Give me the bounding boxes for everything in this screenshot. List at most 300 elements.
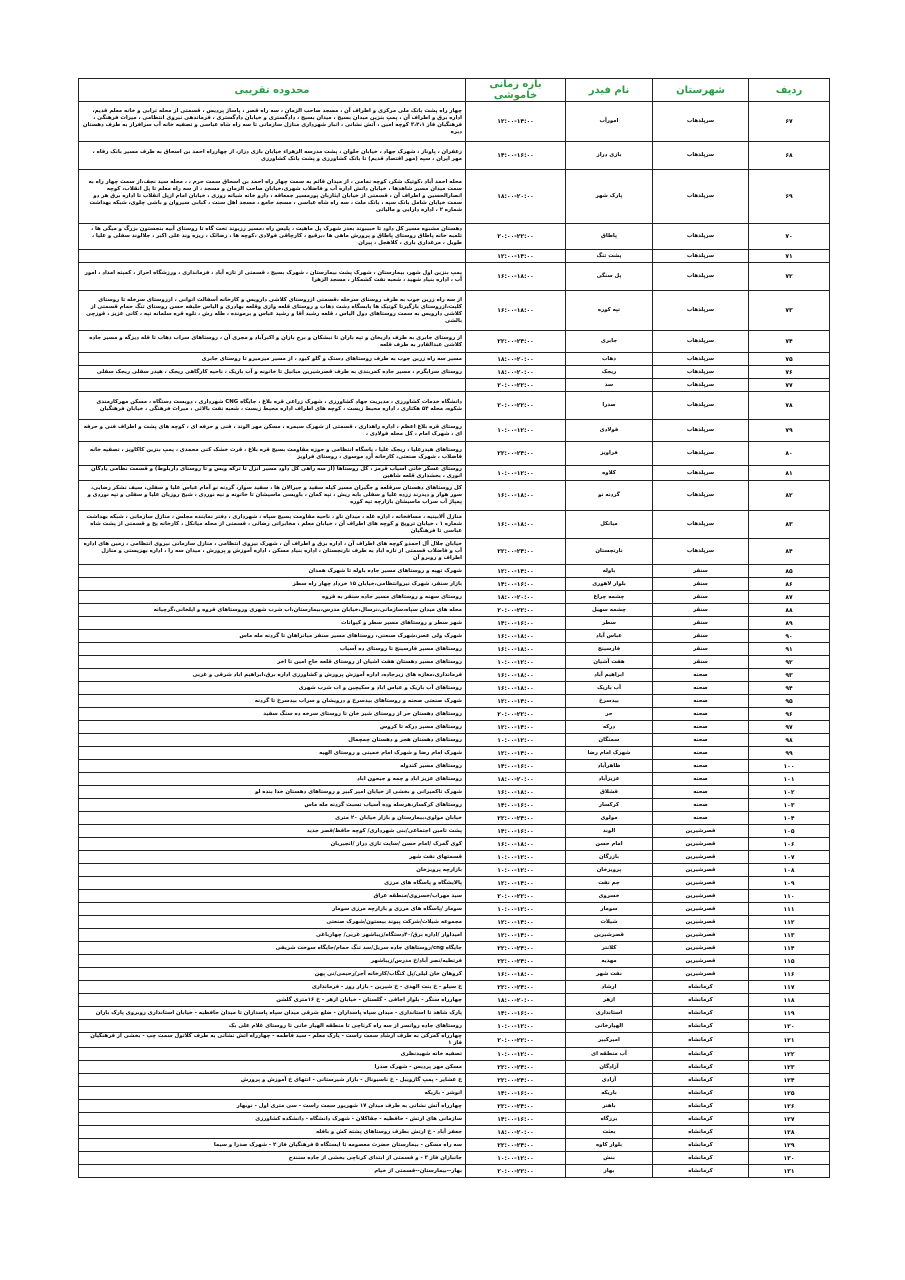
feeder-cell: شهرک امام رضا (566, 747, 653, 760)
row-number: ۷۸ (749, 392, 830, 420)
outage-table (78, 78, 830, 1178)
table-row (79, 250, 830, 263)
area-cell: پارک شاهد تا استانداری - میدان سپاه پاسداران - ضلع شرقی میدان سپاه پاسداران تا میدان حافظیه - خیابان استانداری روبروی پارک باران (79, 1007, 466, 1020)
area-cell: پمپ بنزین اول شهر، بیمارستان ، شهرک پشت بیمارستان ، شهرک بسیج ، قسمتی از تازه آباد ، فرمانداری ، ورزشگاه احراز ، کمیته امداد ، امور آب ، اداره بنیاد شهید ، شعبه نفت کشمکار ، مسجد الزهرا (79, 263, 466, 291)
outage-time-cell: ۲۰:۰۰-۲۲:۰۰ (466, 392, 566, 420)
area-cell: شهرک صنعتی صحنه و روستاهای بیدسرخ و درویشان و سراب بیدسرخ تا گردنه (79, 695, 466, 708)
city-cell: قصرشیرین (653, 942, 749, 955)
outage-time-cell: ۱۴:۰۰-۱۶:۰۰ (466, 578, 566, 591)
city-cell: قصرشیرین (653, 929, 749, 942)
table-row (79, 773, 830, 786)
city-cell: کرمانشاه (653, 1048, 749, 1061)
area-cell: انوشر - بازیکه (79, 1087, 466, 1100)
row-number: ۱۰۳ (749, 799, 830, 812)
area-cell: شهرک تاکمیرانی و بخشی از خیابان امیر کبیر و روستاهای دهستان خدا بنده لو (79, 786, 466, 799)
city-cell: سنقر (653, 656, 749, 669)
table-row (79, 511, 830, 539)
table-row (79, 1061, 830, 1074)
row-number: ۹۶ (749, 708, 830, 721)
area-cell: بازار سنقر، شهرک نیروانتظامی،خیابان ۱۵ خرداد چهار راه سطر (79, 578, 466, 591)
outage-time-cell: ۱۸:۰۰-۲۰:۰۰ (466, 1126, 566, 1139)
row-number: ۸۸ (749, 604, 830, 617)
table-row (79, 838, 830, 851)
area-cell: بازارچه پرویزخان (79, 864, 466, 877)
area-cell: روستاهای دهستان حر از روستای شیر خان تا روستای سرخه ده سنگ سفید (79, 708, 466, 721)
table-row (79, 1007, 830, 1020)
row-number: ۱۲۴ (749, 1074, 830, 1087)
city-cell: سرپلذهاب (653, 466, 749, 481)
outage-time-cell: ۱۲:۰۰-۱۴:۰۰ (466, 565, 566, 578)
feeder-cell: نفت شهر (566, 968, 653, 981)
area-cell (79, 379, 466, 392)
city-cell: کرمانشاه (653, 1087, 749, 1100)
row-number: ۱۰۹ (749, 877, 830, 890)
area-cell: جعفر آباد - خ ارتش بطرف روستاهای پشته کش و بافله (79, 1126, 466, 1139)
row-number: ۹۷ (749, 721, 830, 734)
area-cell: پالایشگاه و پاسگاه های مرزی (79, 877, 466, 890)
outage-time-cell: ۱۶:۰۰-۱۸:۰۰ (466, 481, 566, 511)
city-cell: سرپلذهاب (653, 511, 749, 539)
row-number: ۹۸ (749, 734, 830, 747)
row-number: ۱۱۳ (749, 929, 830, 942)
row-number: ۱۱۹ (749, 1007, 830, 1020)
table-row (79, 890, 830, 903)
table-row (79, 102, 830, 142)
header-row (79, 79, 830, 102)
row-number: ۱۰۶ (749, 838, 830, 851)
feeder-cell: بنش (566, 1152, 653, 1165)
table-row (79, 1048, 830, 1061)
table-row (79, 708, 830, 721)
city-cell: قصرشیرین (653, 955, 749, 968)
table-row (79, 1020, 830, 1033)
row-number: ۹۵ (749, 695, 830, 708)
city-cell: صحنه (653, 760, 749, 773)
outage-time-cell: ۱۸:۰۰-۲۰:۰۰ (466, 170, 566, 224)
area-cell: روستاهای مسیر دهستان هفت اشیان از روستای قلعه حاج امین تا اخر (79, 656, 466, 669)
area-cell (79, 250, 466, 263)
city-cell: کرمانشاه (653, 1074, 749, 1087)
feeder-cell: فولادی (566, 420, 653, 442)
feeder-cell: درکه (566, 721, 653, 734)
city-cell: صحنه (653, 695, 749, 708)
outage-time-cell: ۱۰:۰۰-۱۲:۰۰ (466, 420, 566, 442)
feeder-cell: صدرا (566, 392, 653, 420)
row-number: ۱۲۳ (749, 1061, 830, 1074)
feeder-cell: امورآب (566, 102, 653, 142)
outage-time-cell: ۱۶:۰۰-۱۸:۰۰ (466, 838, 566, 851)
city-cell: قصرشیرین (653, 864, 749, 877)
city-cell: سرپلذهاب (653, 250, 749, 263)
table-row (79, 617, 830, 630)
outage-time-cell: ۱۴:۰۰-۱۶:۰۰ (466, 1113, 566, 1126)
outage-time-cell: ۲۲:۰۰-۲۴:۰۰ (466, 1061, 566, 1074)
city-cell: صحنه (653, 682, 749, 695)
row-number: ۸۰ (749, 442, 830, 466)
feeder-cell: باوله (566, 565, 653, 578)
outage-time-cell: ۱۰:۰۰-۱۲:۰۰ (466, 1048, 566, 1061)
table-row (79, 864, 830, 877)
feeder-cell: استانداری (566, 1007, 653, 1020)
table-row (79, 1100, 830, 1113)
outage-time-cell: ۲۰:۰۰-۲۲:۰۰ (466, 890, 566, 903)
outage-time-cell: ۲۲:۰۰-۲۴:۰۰ (466, 442, 566, 466)
feeder-cell: چشمه سهیل (566, 604, 653, 617)
city-cell: کرمانشاه (653, 1152, 749, 1165)
header-num: ردیف (749, 79, 830, 102)
table-row (79, 630, 830, 643)
row-number: ۱۰۲ (749, 786, 830, 799)
outage-time-cell: ۱۰:۰۰-۱۲:۰۰ (466, 903, 566, 916)
area-cell: قسمتهای نفت شهر (79, 851, 466, 864)
area-cell: خ عشایر - پمپ گازوییل - خ ناسیونال - بازار شیرستانی - انتهای خ آموزش و پرورش (79, 1074, 466, 1087)
row-number: ۸۲ (749, 481, 830, 511)
outage-time-cell: ۱۰:۰۰-۱۲:۰۰ (466, 1020, 566, 1033)
table-row (79, 812, 830, 825)
outage-time-cell: ۱۴:۰۰-۱۶:۰۰ (466, 617, 566, 630)
table-row (79, 1087, 830, 1100)
city-cell: کرمانشاه (653, 1100, 749, 1113)
feeder-cell: پاطاق (566, 224, 653, 250)
row-number: ۶۸ (749, 142, 830, 170)
area-cell: چهارراه سنگر - بلوار اجاقی - گلستان - خیابان ازهر - خ ۱۶متری گلشن (79, 994, 466, 1007)
city-cell: صحنه (653, 708, 749, 721)
outage-time-cell: ۲۲:۰۰-۲۴:۰۰ (466, 942, 566, 955)
city-cell: صحنه (653, 669, 749, 682)
outage-time-cell: ۱۶:۰۰-۱۸:۰۰ (466, 968, 566, 981)
area-cell: روستاهای مسیر فارسینج تا روستای ده آسیاب (79, 643, 466, 656)
table-row (79, 420, 830, 442)
row-number: ۶۷ (749, 102, 830, 142)
area-cell: منازل آلابیتیه ، مسافخانه ، اداره غله ، میدان ناو ، ناحیه مقاومت بسیج سپاه ، شهرداری ، دفتر نماینده مجلس ، منازل سازمانی ، شبکه بهداشت شماره ۱ ، خیابان ترویج و کوچه های اطراف آن ، خیابان معلم ، مخابراتی رضائی ، قسمتی از محله میانکل ، کارخانه یخ و قسمتی از پشت شاه عباسی تا فرهنگیان (79, 511, 466, 539)
city-cell: صحنه (653, 773, 749, 786)
outage-time-cell: ۱۲:۰۰-۱۴:۰۰ (466, 250, 566, 263)
table-row (79, 799, 830, 812)
area-cell: روستاهای مسیر درکه تا کروس (79, 721, 466, 734)
city-cell: کرمانشاه (653, 1139, 749, 1152)
area-cell: خیابان مولوی،بیمارستان و بازار خیابان ۲۰ متری (79, 812, 466, 825)
city-cell: کرمانشاه (653, 1061, 749, 1074)
feeder-cell: مهدیه (566, 955, 653, 968)
area-cell: چهارراه گمرکی به طرف ارشاد سمت راست - پارک معلم - سید فاطمه - چهارراه آتش نشانی به طرف کلاتول سمت چپ - بخشی از فرهنگیان فاز ۱ (79, 1033, 466, 1048)
area-cell: مجموعه شیلات/شرکت پیوند بیستون/شهرک صنعتی (79, 916, 466, 929)
city-cell: کرمانشاه (653, 1020, 749, 1033)
area-cell: کروهان خان لیلی/پل کنگاب/کارخانه آجر/رحیمی/نی پهن (79, 968, 466, 981)
area-cell: روستاهای مسیر کندوله (79, 760, 466, 773)
feeder-cell: سومار (566, 903, 653, 916)
feeder-cell: آزادگان (566, 1061, 653, 1074)
feeder-cell: بلوار لاهوری (566, 578, 653, 591)
outage-time-cell: ۲۲:۰۰-۲۴:۰۰ (466, 955, 566, 968)
area-cell: روستاهای هیدرعلیا ، ریجک علیا ، پاسگاه انتظامی و حوزه مقاومت بسیج قره بلاغ ، قرت خشک کنی محمدی ، پمپ بنزین کاکاویز ، تصفیه خانه فاضلاب ، شهرک صنعتی، کارخانه آرد موسوی ، روستای فراویز (79, 442, 466, 466)
feeder-cell: هفت آشیان (566, 656, 653, 669)
city-cell: سرپلذهاب (653, 366, 749, 379)
feeder-cell: عزیزآباد (566, 773, 653, 786)
feeder-cell: چشمه چراغ (566, 591, 653, 604)
table-row (79, 379, 830, 392)
city-cell: کرمانشاه (653, 1007, 749, 1020)
row-number: ۹۱ (749, 643, 830, 656)
city-cell: سنقر (653, 604, 749, 617)
feeder-cell: بازرگان (566, 851, 653, 864)
area-cell: روستای سرابگرم ، مسیر جاده کمربندی به طرف قصرشیرین مبانیل تا خانونه و آب باریک ، ناحیه کارگاهی ریجک ، هیدر سفلی ریجک سفلی (79, 366, 466, 379)
area-cell: سه راه مسکن - بیمارستان حضرت معصومه تا ایستگاه ۵ فرهنگیان فاز ۲ - شهرک صدرا و سیما (79, 1139, 466, 1152)
outage-time-cell: ۱۸:۰۰-۲۰:۰۰ (466, 366, 566, 379)
outage-time-cell: ۲۲:۰۰-۲۴:۰۰ (466, 331, 566, 353)
table-row (79, 291, 830, 331)
feeder-cell: فراویز (566, 442, 653, 466)
feeder-cell: ریجک (566, 366, 653, 379)
table-row (79, 734, 830, 747)
outage-time-cell: ۱۴:۰۰-۱۶:۰۰ (466, 1087, 566, 1100)
table-row (79, 682, 830, 695)
table-row (79, 1033, 830, 1048)
outage-time-cell: ۲۲:۰۰-۲۴:۰۰ (466, 539, 566, 565)
row-number: ۱۲۸ (749, 1126, 830, 1139)
city-cell: سرپلذهاب (653, 392, 749, 420)
area-cell: مسیر سه راه زرین جوب به طرف روستاهای دستک و گلو کبود ، از مسیر میرمیرو تا روستای جابری (79, 353, 466, 366)
row-number: ۱۳۱ (749, 1165, 830, 1178)
city-cell: صحنه (653, 812, 749, 825)
row-number: ۱۳۰ (749, 1152, 830, 1165)
schedule-sheet (78, 78, 829, 1178)
table-row (79, 591, 830, 604)
outage-time-cell: ۱۸:۰۰-۲۰:۰۰ (466, 353, 566, 366)
feeder-cell: جم نفت (566, 877, 653, 890)
outage-time-cell: ۱۰:۰۰-۱۲:۰۰ (466, 734, 566, 747)
area-cell: جایگاه cng/روستاهای جاده سریل/سد تنگ حمام/جایگاه سوخت شریفی (79, 942, 466, 955)
area-cell: دهستان مشبوه مسیر کل داود تا حبیبوند بعدز شهرک پل ماهیت ، پلیس راه ،مسیر رزبوند تخت گاه تا روستای آبیه بنجستون بزرگ و میگی ها ، تلمبه خانه پاطاق روستای پاطاق و پرورش ماهی ها ،برقیع ، کارچاقی فولادی ،کوچه ها ، زضائک ، ریزه وند علی اکبر ، جلالوند سفلی و علیا ، طویل ، مرغداری باری ، کلاهجل ، پیران (79, 224, 466, 250)
row-number: ۱۲۰ (749, 1020, 830, 1033)
feeder-cell: پرویزخان (566, 864, 653, 877)
area-cell: روستای عسکر خانی آسیاب قرمز ، کل روستاها (از سه راهی کل داود مسیر انزل تا ترکه ویس و تا روستای داربلوط) و قسمت نظامی یادگان انوری ، بخشداری قلعه شاهین (79, 466, 466, 481)
row-number: ۱۲۶ (749, 1100, 830, 1113)
area-cell: پشت تامین اجتماعی/بنی شهرداری/ کوچه حافظ/قصر جدید (79, 825, 466, 838)
row-number: ۹۴ (749, 682, 830, 695)
row-number: ۷۹ (749, 420, 830, 442)
area-cell: زعفران ، پاوناز ، شهرک جهاد ، خیابان حلوان ، پشت مدرسه الزهراء خیابان بازی دراز، از چهارراه احمد بن اسحاق به طرف مسیر بانک رفاه ، مهر ایران ، سپه (مهر اقتصاد قدیم) تا بانک کشاورزی و پشت بانک کشاورزی (79, 142, 466, 170)
area-cell: خیابان جلال آل احمدو کوچه های اطراف آن ، اداره برق و اطراف آن ، شهرک نیروی انتظامی ، منازل سازمانی نیروی انتظامی ، زمین های اداره آب و فاضلاب قسمتی از تازه اباد به طرف نارنجستان ، اداره بنیاد مسکن ، اداره آموزش و پرورش ، میدان سه را ، اداره بهزیستی و منازل اطراف و روبرو آن (79, 539, 466, 565)
area-cell: محله های میدان سپاه،سازمانی،نرسال،خیابان مدرس،بیمارستان،اب شرب شهری وروستاهای قروه و ایلخانی،گرچیانه (79, 604, 466, 617)
feeder-cell: باهنر (566, 1100, 653, 1113)
table-body (79, 102, 830, 1178)
outage-time-cell: ۱۶:۰۰-۱۸:۰۰ (466, 511, 566, 539)
city-cell: سرپلذهاب (653, 331, 749, 353)
table-row (79, 1074, 830, 1087)
city-cell: کرمانشاه (653, 981, 749, 994)
feeder-cell: قشلاق (566, 786, 653, 799)
row-number: ۱۱۴ (749, 942, 830, 955)
row-number: ۷۶ (749, 366, 830, 379)
feeder-cell: بعثت (566, 1126, 653, 1139)
area-cell: روستاهای عزیز اباد و چمه و جیحون اباد (79, 773, 466, 786)
row-number: ۱۱۵ (749, 955, 830, 968)
outage-time-cell: ۱۸:۰۰-۲۰:۰۰ (466, 773, 566, 786)
city-cell: سرپلذهاب (653, 263, 749, 291)
feeder-cell: امام حسن (566, 838, 653, 851)
feeder-cell: بیدسرخ (566, 695, 653, 708)
header-time: بازه زمانی خاموشی (466, 79, 566, 102)
table-row (79, 392, 830, 420)
area-cell: روستاهای کرکسار،هرسله وده آسیاب تسبت گردنه مله ماس (79, 799, 466, 812)
table-row (79, 929, 830, 942)
table-row (79, 721, 830, 734)
row-number: ۱۲۷ (749, 1113, 830, 1126)
table-row (79, 942, 830, 955)
table-row (79, 1126, 830, 1139)
city-cell: صحنه (653, 734, 749, 747)
row-number: ۱۰۴ (749, 812, 830, 825)
outage-time-cell: ۱۲:۰۰-۱۴:۰۰ (466, 929, 566, 942)
area-cell: تصفیه خانه شهیدنظری (79, 1048, 466, 1061)
area-cell: محله احمد آباد ،کوتیک شکر، کوچه نمامی ، از میدان قائم به سمت چهار راه احمد بن اسحاق سمت حرم ، ، محله سید نجف،از سمت چهار راه به سمت میدان مسیر شاهدها ، خیابان دانش اداره آب و فاضلاب شهری،خیابان صاحب الزمان و مسجد ، از سه راه معلم تا پل انقلاب، کوچه انصارالحسین و اطراف آن ، قسمتی از خیابان ایثاربان پورمسیر جمعاقه ، دارو خانه شبانه روزی ، خیابان امام ازپل انقلاب تا اداره برق هر دو سمت خیابان شامل بانک سپه ، بانک ملت ، سه راه شاه عباسی ، مسجد جامع ، مسجد اهل سنت ، کبابی سیروان و باشی چلوی، شبکه بهداشت شماره ۲ ، اداره دارایی و مالیاتی (79, 170, 466, 224)
table-row (79, 466, 830, 481)
row-number: ۷۱ (749, 250, 830, 263)
table-row (79, 1113, 830, 1126)
row-number: ۱۰۰ (749, 760, 830, 773)
outage-time-cell: ۱۴:۰۰-۱۶:۰۰ (466, 799, 566, 812)
city-cell: سنقر (653, 578, 749, 591)
area-cell: مسکن مهر پردیس - شهرک صدرا (79, 1061, 466, 1074)
outage-time-cell: ۱۲:۰۰-۱۴:۰۰ (466, 916, 566, 929)
city-cell: قصرشیرین (653, 877, 749, 890)
feeder-cell: ابراهیم آباد (566, 669, 653, 682)
city-cell: سرپلذهاب (653, 379, 749, 392)
outage-time-cell: ۱۰:۰۰-۱۲:۰۰ (466, 466, 566, 481)
city-cell: کرمانشاه (653, 994, 749, 1007)
area-cell: خ سیلو - خ بنت الهدی - خ شیرین - بازار روز - فرمانداری (79, 981, 466, 994)
area-cell: روستای سهنه و روستاهای مسیر جاده سنقر به قروه (79, 591, 466, 604)
feeder-cell: بهار (566, 1165, 653, 1178)
outage-time-cell: ۱۰:۰۰-۱۲:۰۰ (466, 1152, 566, 1165)
outage-time-cell: ۱۰:۰۰-۱۲:۰۰ (466, 864, 566, 877)
outage-time-cell: ۱۰:۰۰-۱۲:۰۰ (466, 656, 566, 669)
feeder-cell: پشت تنگ (566, 250, 653, 263)
outage-time-cell: ۲۰:۰۰-۲۲:۰۰ (466, 604, 566, 617)
outage-time-cell: ۱۰:۰۰-۱۲:۰۰ (466, 851, 566, 864)
area-cell: سید مهراب/خسروی/منطقه عراق (79, 890, 466, 903)
area-cell: فرمانداری،مغازه های زیرجاده، اداره آموزش پرورش و کشاورزی اداره برق،ابراهیم اباد شرقی و غربی (79, 669, 466, 682)
table-row (79, 747, 830, 760)
row-number: ۱۱۶ (749, 968, 830, 981)
area-cell: فرتطیه/نصر آباد/خ مدرس/زیباشهر (79, 955, 466, 968)
table-row (79, 1152, 830, 1165)
city-cell: صحنه (653, 747, 749, 760)
row-number: ۱۱۱ (749, 903, 830, 916)
outage-time-cell: ۱۶:۰۰-۱۸:۰۰ (466, 669, 566, 682)
area-cell: کل روستاهای دهستان سرقلعه و جگیران مسیر کیله سفید و جیرالان ها ، سفید سوار، گردنه نو آمام عباس علیا و سفلی، سیف نشکر رضایی، سور هوار و دیدرند زرده علیا و سفلی بابه ریش ، تپه کمان ، باویسی ماسیشان تا خانونه و نیه نوردی ، شیخ روزیان علیا و سفلی و تپه نوردی و پمپاژ آب سراب ماسیشان بازارچه تپه کوره (79, 481, 466, 511)
area-cell: روستاهای دهستان هجر و دهستان چمچمال (79, 734, 466, 747)
row-number: ۷۵ (749, 353, 830, 366)
row-number: ۷۴ (749, 331, 830, 353)
row-number: ۱۰۸ (749, 864, 830, 877)
outage-time-cell: ۲۰:۰۰-۲۲:۰۰ (466, 379, 566, 392)
table-row (79, 877, 830, 890)
outage-time-cell: ۱۶:۰۰-۱۸:۰۰ (466, 643, 566, 656)
city-cell: قصرشیرین (653, 838, 749, 851)
area-cell: روستاهای آب باریک و عباس اباد و سکیچین و اب شرب شهری (79, 682, 466, 695)
table-row (79, 786, 830, 799)
row-number: ۱۱۷ (749, 981, 830, 994)
city-cell: سرپلذهاب (653, 224, 749, 250)
feeder-cell: گردنه نو (566, 481, 653, 511)
outage-time-cell: ۲۲:۰۰-۲۴:۰۰ (466, 1139, 566, 1152)
outage-time-cell: ۱۲:۰۰-۱۴:۰۰ (466, 747, 566, 760)
table-row (79, 903, 830, 916)
table-row (79, 331, 830, 353)
row-number: ۱۱۰ (749, 890, 830, 903)
city-cell: سرپلذهاب (653, 142, 749, 170)
row-number: ۱۱۲ (749, 916, 830, 929)
row-number: ۷۷ (749, 379, 830, 392)
feeder-cell: جابری (566, 331, 653, 353)
feeder-cell: الوند (566, 825, 653, 838)
area-cell: بهار--بیمارستان--قسمتی از خیام (79, 1165, 466, 1178)
table-row (79, 565, 830, 578)
table-row (79, 442, 830, 466)
area-cell: چهارراه آتش نشانی به طرف میدان ۱۷ شهریور سمت راست - سی متری اول - نوبهار (79, 1100, 466, 1113)
city-cell: سرپلذهاب (653, 170, 749, 224)
row-number: ۸۴ (749, 539, 830, 565)
table-row (79, 656, 830, 669)
city-cell: سرپلذهاب (653, 442, 749, 466)
city-cell: سنقر (653, 565, 749, 578)
feeder-cell: سد (566, 379, 653, 392)
row-number: ۱۲۹ (749, 1139, 830, 1152)
area-cell: سومار /پاسگاه های مرزی و بازارچه مرزی سومار (79, 903, 466, 916)
feeder-cell: حر (566, 708, 653, 721)
feeder-cell: الهیارخانی (566, 1020, 653, 1033)
row-number: ۸۵ (749, 565, 830, 578)
table-row (79, 263, 830, 291)
outage-time-cell: ۱۶:۰۰-۱۸:۰۰ (466, 291, 566, 331)
city-cell: سنقر (653, 591, 749, 604)
row-number: ۷۲ (749, 263, 830, 291)
table-row (79, 539, 830, 565)
area-cell: امیداوار /اداره برق/۴۰دستگاه/زیباشهر غربی/ چهارباغی (79, 929, 466, 942)
row-number: ۱۲۱ (749, 1033, 830, 1048)
city-cell: کرمانشاه (653, 1126, 749, 1139)
city-cell: قصرشیرین (653, 916, 749, 929)
table-row (79, 353, 830, 366)
area-cell: روستاهای جاده روانسر از سه راه کرناچی تا منطقه الهیار خانی تا روستای غلام علی بک (79, 1020, 466, 1033)
header-feeder: نام فیدر (566, 79, 653, 102)
city-cell: سنقر (653, 643, 749, 656)
table-row (79, 170, 830, 224)
city-cell: قصرشیرین (653, 890, 749, 903)
row-number: ۶۹ (749, 170, 830, 224)
outage-time-cell: ۲۰:۰۰-۲۲:۰۰ (466, 1165, 566, 1178)
feeder-cell: ارشاد (566, 981, 653, 994)
outage-time-cell: ۲۲:۰۰-۲۴:۰۰ (466, 981, 566, 994)
row-number: ۱۰۷ (749, 851, 830, 864)
area-cell: روستای قره بلاغ اعظم ، اداره راهداری ، قسمتی از شهرک سیمره ، مسکن مهر الوند ، فنی و حرفه ای ، کوچه های پشت و اطراف فنی و حرفه ای ، شهرک امام ، کل محله فولادی ، (79, 420, 466, 442)
city-cell: سرپلذهاب (653, 481, 749, 511)
outage-time-cell: ۱۲:۰۰-۱۴:۰۰ (466, 695, 566, 708)
area-cell: کوی گمرک /امام حسن /سایت نازی دراز /انجیربان (79, 838, 466, 851)
table-row (79, 643, 830, 656)
outage-time-cell: ۲۰:۰۰-۲۲:۰۰ (466, 708, 566, 721)
feeder-cell: کلاوه (566, 466, 653, 481)
city-cell: سنقر (653, 617, 749, 630)
area-cell: از سه راه زرین جوب به طرف روستای سرخله ،قسمتی ازروستای کلاشی دارویس و کارخانه آسفالت انوانی ، ازروستای سرخله تا روستای کلیت،ازروستای بازگیرتا کوتیک ها بابسگاه دشت ذهاب و روستای قلعه وازی وقلعه بهادری و الیاس خلیفه حسن روستای تنگ حمام قسمتی از کلاشی دارویس به سمت روستاهای دول الیاس ، قلعه رشید آقا و رشید عباس و برمونده ، طله رش ، تلوه قره سلمانه تپه ، کانی عزیز ، قوزچی بالشی (79, 291, 466, 331)
city-cell: قصرشیرین (653, 968, 749, 981)
row-number: ۱۲۲ (749, 1048, 830, 1061)
outage-time-cell: ۲۲:۰۰-۲۴:۰۰ (466, 1100, 566, 1113)
header-city: شهرستان (653, 79, 749, 102)
feeder-cell: کلانتر (566, 942, 653, 955)
area-cell: شهرک تهیه و روستاهای مسیر جاده باوله تا شهرک همدان (79, 565, 466, 578)
